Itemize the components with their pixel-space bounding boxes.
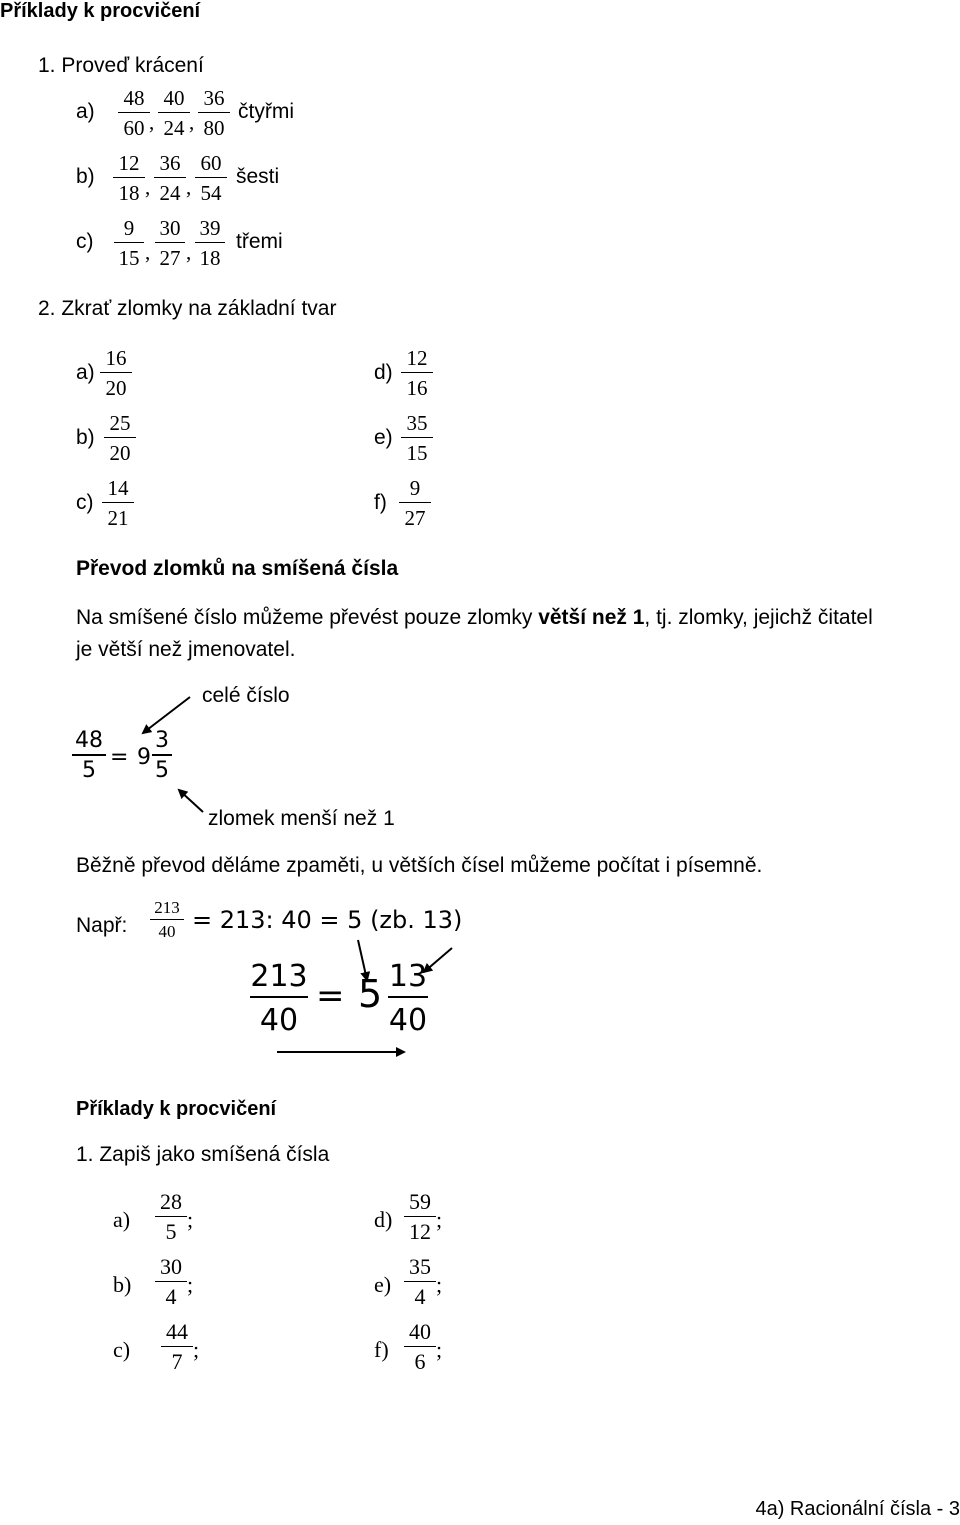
fraction: 35 4 [404, 1253, 436, 1312]
task1-title: 1. Proveď krácení [38, 54, 204, 77]
semicolon: ; [436, 1207, 443, 1232]
section-heading-practice-2: Příklady k procvičení [76, 1098, 277, 1120]
fraction: 25 20 [104, 409, 136, 468]
example-prefix: Např: [76, 914, 128, 937]
row-b-word: šesti [236, 165, 280, 188]
fraction: 35 15 [401, 409, 433, 468]
task3-title: 1. Zapiš jako smíšená čísla [76, 1143, 330, 1166]
task2-label-b: b) [76, 426, 95, 449]
comma: , [145, 175, 151, 199]
comma: , [149, 110, 155, 134]
comma: , [186, 240, 192, 264]
page-footer: 4a) Racionální čísla - 3 [755, 1498, 960, 1520]
label-whole-number: celé číslo [202, 684, 290, 707]
equals-sign: = [110, 745, 129, 770]
fraction: 30 4 [155, 1253, 187, 1312]
task2-label-d: d) [374, 361, 393, 384]
section-heading-practice: Příklady k procvičení [0, 0, 201, 22]
fraction: 3 5 [152, 728, 172, 786]
fraction: 28 5 [155, 1188, 187, 1247]
section-heading-mixed: Převod zlomků na smíšená čísla [76, 557, 399, 580]
fraction: 14 21 [102, 474, 134, 533]
task2-label-a: a) [76, 361, 95, 384]
arrow-to-whole [143, 697, 190, 733]
fraction: 39 18 [195, 214, 225, 273]
row-c-label: c) [76, 230, 94, 253]
fraction: 40 6 [404, 1318, 436, 1377]
fraction: 30 27 [155, 214, 185, 273]
fraction: 213 40 [150, 897, 184, 944]
fraction: 9 27 [399, 474, 431, 533]
comma: , [189, 110, 195, 134]
equals-sign: = [316, 976, 345, 1016]
paragraph-2: Běžně převod děláme zpaměti, u větších čísel můžeme počítat i písemně. [76, 854, 763, 877]
comma: , [145, 240, 151, 264]
task2-label-e: e) [374, 426, 393, 449]
fraction: 12 16 [401, 344, 433, 403]
whole-part: 9 [137, 745, 151, 770]
task3-label-f: f) [374, 1337, 389, 1362]
fraction: 13 40 [388, 959, 428, 1038]
fraction: 59 12 [404, 1188, 436, 1247]
fraction: 44 7 [161, 1318, 193, 1377]
fraction: 48 60 [118, 84, 150, 143]
task3-label-d: d) [374, 1207, 393, 1232]
semicolon: ; [187, 1272, 194, 1297]
fraction: 12 18 [113, 149, 145, 208]
semicolon: ; [193, 1337, 200, 1362]
task3-label-e: e) [374, 1272, 392, 1297]
task3-label-b: b) [113, 1272, 132, 1297]
task3-label-c: c) [113, 1337, 131, 1362]
row-a-label: a) [76, 100, 95, 123]
fraction: 48 5 [72, 728, 106, 786]
comma: , [186, 175, 192, 199]
semicolon: ; [436, 1272, 443, 1297]
task2-label-c: c) [76, 491, 94, 514]
paragraph-1-line2: je větší než jmenovatel. [76, 638, 296, 661]
task2-title: 2. Zkrať zlomky na základní tvar [38, 297, 337, 320]
row-c-word: třemi [236, 230, 283, 253]
division-expression: = 213: 40 = 5 (zb. 13) [192, 906, 463, 934]
row-b-label: b) [76, 165, 95, 188]
task2-label-f: f) [374, 491, 387, 514]
fraction: 40 24 [158, 84, 190, 143]
semicolon: ; [436, 1337, 443, 1362]
arrow-remainder [424, 948, 452, 972]
fraction: 9 15 [114, 214, 144, 273]
task3-label-a: a) [113, 1207, 131, 1232]
label-fraction-part: zlomek menší než 1 [208, 807, 395, 830]
arrow-quotient [358, 940, 367, 980]
row-a-word: čtyřmi [238, 100, 294, 123]
fraction: 16 20 [100, 344, 132, 403]
fraction: 213 40 [250, 959, 308, 1038]
fraction: 60 54 [195, 149, 227, 208]
paragraph-1: Na smíšené číslo můžeme převést pouze zlomky větší než 1, tj. zlomky, jejichž čitatel [76, 606, 873, 629]
whole-part: 5 [358, 972, 383, 1016]
semicolon: ; [187, 1207, 194, 1232]
fraction: 36 24 [154, 149, 186, 208]
fraction: 36 80 [198, 84, 230, 143]
arrow-to-fraction [179, 790, 203, 812]
